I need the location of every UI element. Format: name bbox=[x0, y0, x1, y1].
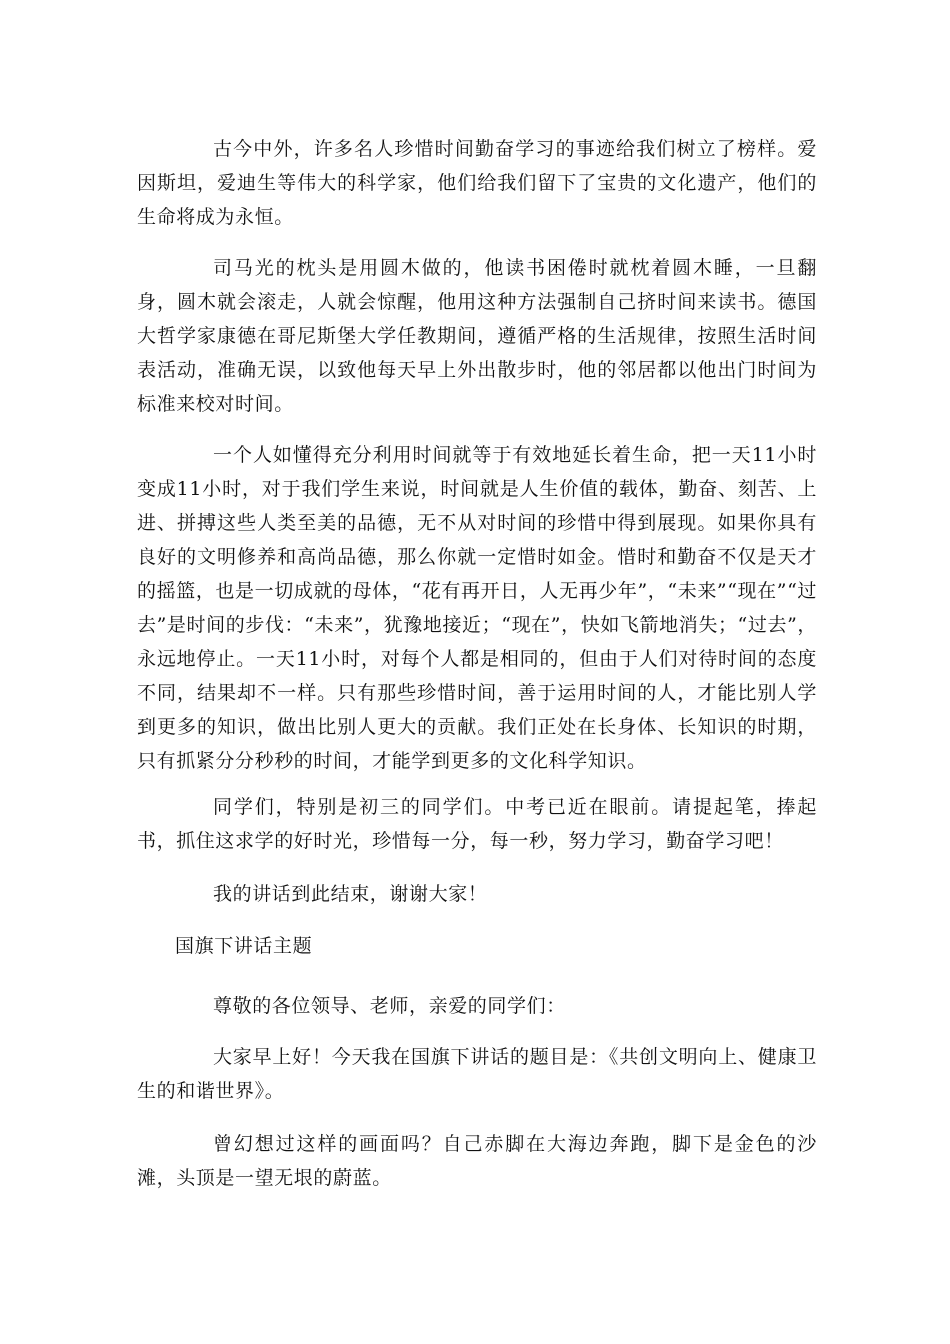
closing-text: 我的讲话到此结束，谢谢大家！ bbox=[213, 883, 488, 905]
paragraph-9 bbox=[137, 1127, 817, 1195]
paragraph-2 bbox=[137, 251, 817, 421]
paragraph-text: 曾幻想过这样的画面吗？自己赤脚在大海边奔跑，脚下是金色的沙滩，头顶是一望无垠的蔚蓝。 bbox=[137, 1133, 817, 1189]
paragraph-text: 同学们，特别是初三的同学们。中考已近在眼前。请提起笔，捧起书，抓住这求学的好时光，珍惜每一分，每一秒，努力学习，勤奋学习吧！ bbox=[137, 796, 817, 852]
paragraph-5 bbox=[137, 877, 817, 911]
salutation-text: 尊敬的各位领导、老师，亲爱的同学们： bbox=[213, 995, 566, 1017]
paragraph-text: 司马光的枕头是用圆木做的，他读书困倦时就枕着圆木睡，一旦翻身，圆木就会滚走，人就会惊醒，他用这种方法强制自己挤时间来读书。德国大哲学家康德在哥尼斯堡大学任教期间，遵循严格的生活规律，按照生活时间表活动，准确无误，以致他每天早上外出散步时，他的邻居都以他出门时间为标准来校对时间。 bbox=[137, 257, 817, 415]
paragraph-7 bbox=[137, 989, 817, 1023]
paragraph-1 bbox=[137, 132, 817, 234]
paragraph-4 bbox=[137, 790, 817, 858]
paragraph-3 bbox=[137, 438, 817, 778]
paragraph-text: 古今中外，许多名人珍惜时间勤奋学习的事迹给我们树立了榜样。爱因斯坦，爱迪生等伟大的科学家，他们给我们留下了宝贵的文化遗产，他们的生命将成为永恒。 bbox=[137, 138, 817, 228]
paragraph-text: 一个人如懂得充分利用时间就等于有效地延长着生命，把一天11小时变成11小时，对于我们学生来说，时间就是人生价值的载体，勤奋、刻苦、上进、拼搏这些人类至美的品德，无不从对时间的珍惜中得到展现。如果你具有良好的文明修养和高尚品德，那么你就一定惜时如金。惜时和勤奋不仅是天才的摇篮，也是一切成就的母体，“花有再开日，人无再少年”，“未来”“现在”“过去”是时间的步伐：“未来”，犹豫地接近；“现在”，快如飞箭地消失；“过去”，永远地停止。一天11小时，对每个人都是相同的，但由于人们对待时间的态度不同，结果却不一样。只有那些珍惜时间，善于运用时间的人，才能比别人学到更多的知识，做出比别人更大的贡献。我们正处在长身体、长知识的时期，只有抓紧分分秒秒的时间，才能学到更多的文化科学知识。 bbox=[137, 444, 817, 772]
paragraph-6 bbox=[137, 929, 817, 963]
paragraph-8 bbox=[137, 1040, 817, 1108]
paragraph-text: 大家早上好！今天我在国旗下讲话的题目是：《共创文明向上、健康卫生的和谐世界》。 bbox=[137, 1046, 817, 1102]
section-heading: 国旗下讲话主题 bbox=[175, 935, 313, 957]
